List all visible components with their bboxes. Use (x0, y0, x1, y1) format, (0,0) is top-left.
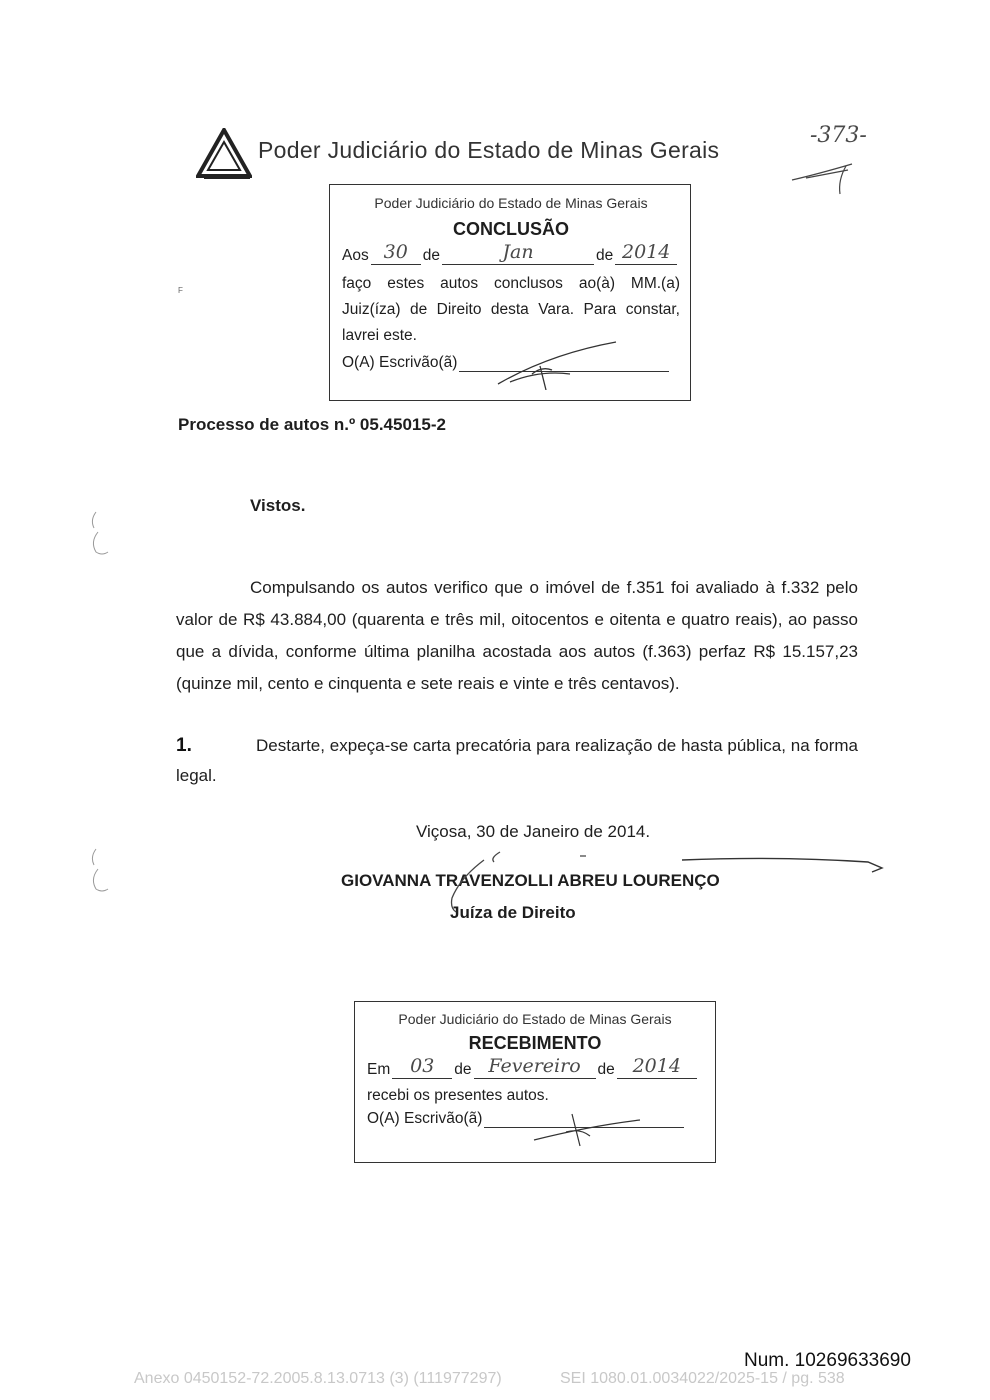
court-header-title: Poder Judiciário do Estado de Minas Gerais (258, 137, 720, 163)
day-value: 30 (383, 241, 408, 263)
process-number: Processo de autos n.º 05.45015-2 (178, 415, 446, 434)
stamp-text-line: Juiz(íza) de Direito desta Vara. Para constar, (342, 301, 680, 318)
punch-hole-marks (84, 845, 114, 895)
stamp-date-line (367, 1055, 703, 1079)
year-blank (615, 241, 677, 265)
escrivao-label: O(A) Escrivão(ã) (342, 354, 458, 371)
scan-mark: F (178, 286, 183, 295)
court-logo-icon (196, 128, 252, 180)
de-label: de (597, 1061, 615, 1078)
de-label: de (595, 247, 614, 264)
stamp-court-name: Poder Judiciário do Estado de Minas Gerais (398, 1011, 672, 1027)
initials-signature (788, 156, 858, 196)
escrivao-signature (470, 340, 620, 390)
annex-reference: Anexo 0450152-72.2005.8.13.0713 (3) (111977297) (134, 1370, 502, 1387)
month-blank (474, 1055, 596, 1079)
punch-hole-marks (84, 508, 114, 558)
stamp-text-line: recebi os presentes autos. (367, 1087, 549, 1104)
year-value: 2014 (622, 241, 671, 263)
document-number: Num. 10269633690 (744, 1350, 911, 1371)
stamp-text-line: faço estes autos conclusos ao(à) MM.(a) (342, 275, 680, 292)
paragraph-compulsando: Compulsando os autos verifico que o imóvel de f.351 foi avaliado à f.332 pelo valor de R$ 43.884,00 (quarenta e três mil, oitocentos e oitenta e quatro reais), ao passo que a dívida, conforme última planilha acostada aos autos (f.363) perfaz R$ 15.157,23 (quinze mil, cento e cinquenta e sete reais e vinte e três centavos). (176, 578, 858, 693)
item-text: Destarte, expeça-se carta precatória para realização de hasta pública, na forma legal. (176, 736, 858, 785)
month-value: Jan (502, 241, 534, 263)
page-number-handwritten: -373- (810, 123, 867, 148)
day-blank (392, 1055, 452, 1079)
stamp-date-line (342, 241, 680, 265)
stamp-court-name: Poder Judiciário do Estado de Minas Gerais (374, 195, 648, 211)
day-blank (371, 241, 421, 265)
de-label: de (454, 1061, 472, 1078)
judge-signature (420, 838, 900, 928)
sei-reference: SEI 1080.01.0034022/2025-15 / pg. 538 (560, 1370, 845, 1387)
stamp-title: CONCLUSÃO (453, 219, 569, 239)
judge-name: GIOVANNA TRAVENZOLLI ABREU LOURENÇO (341, 871, 720, 890)
month-blank (442, 241, 594, 265)
item-1 (176, 731, 858, 791)
stamp-title: RECEBIMENTO (468, 1033, 602, 1053)
place-and-date: Viçosa, 30 de Janeiro de 2014. (416, 822, 651, 841)
year-blank (617, 1055, 697, 1079)
day-value: 03 (410, 1055, 435, 1077)
month-value: Fevereiro (488, 1055, 581, 1077)
item-number: 1. (176, 735, 192, 756)
recebimento-signature (500, 1112, 650, 1148)
escrivao-label: O(A) Escrivão(ã) (367, 1110, 483, 1127)
stamp-text-line: lavrei este. (342, 327, 417, 344)
em-label: Em (367, 1061, 391, 1078)
vistos-heading: Vistos. (250, 496, 306, 515)
de-label: de (422, 247, 440, 264)
year-value: 2014 (632, 1055, 681, 1077)
judge-title: Juíza de Direito (450, 903, 576, 922)
aos-label: Aos (342, 247, 369, 264)
